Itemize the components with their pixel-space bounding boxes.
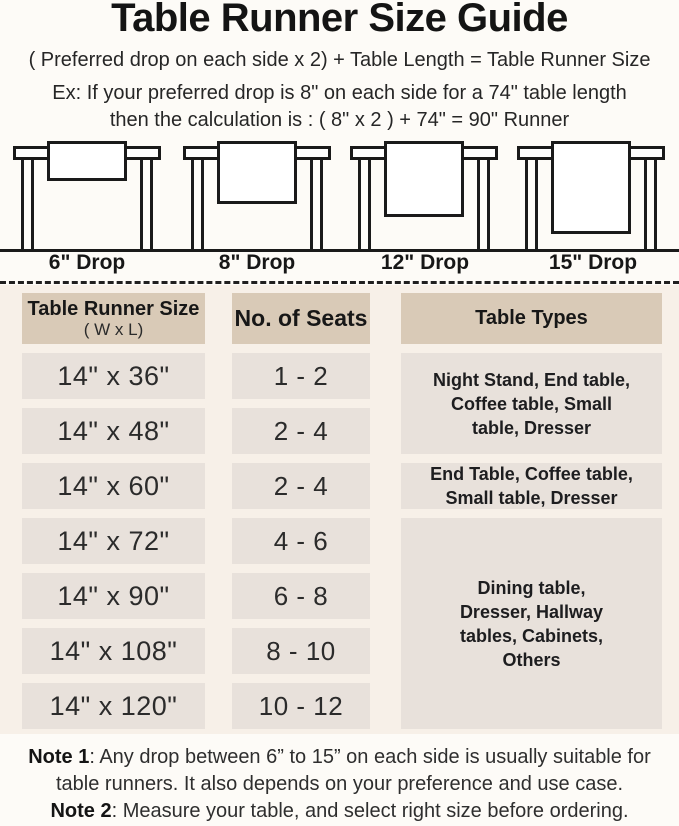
table-row-size: 14" x 60" xyxy=(22,463,205,509)
table-illustration-6in-drop xyxy=(13,139,161,254)
table-row-size: 14" x 36" xyxy=(22,353,205,399)
table-leg xyxy=(140,160,153,249)
example-line-1: Ex: If your preferred drop is 8" on each side for a 74" table length xyxy=(52,82,627,104)
column-subtitle: ( W x L) xyxy=(83,320,144,339)
table-row-seats: 2 - 4 xyxy=(232,408,370,454)
footer-notes xyxy=(0,744,679,825)
runner-cloth xyxy=(217,141,297,204)
table-row-size: 14" x 48" xyxy=(22,408,205,454)
table-row-size: 14" x 120" xyxy=(22,683,205,729)
note-2-line: Note 2: Measure your table, and select right size before ordering. xyxy=(50,800,629,822)
table-row-seats: 1 - 2 xyxy=(232,353,370,399)
table-types-group-small: Night Stand, End table, Coffee table, Small table, Dresser xyxy=(401,353,662,454)
table-row-seats: 8 - 10 xyxy=(232,628,370,674)
column-header-seats xyxy=(232,293,370,344)
table-row-size: 14" x 108" xyxy=(22,628,205,674)
table-types-group-medium: End Table, Coffee table, Small table, Dresser xyxy=(401,463,662,509)
size-guide-table xyxy=(0,285,679,734)
dashed-divider xyxy=(0,281,679,284)
note-1-label: Note 1 xyxy=(28,746,90,768)
table-row-seats: 10 - 12 xyxy=(232,683,370,729)
column-header-table-types xyxy=(401,293,662,344)
note-1-line-2: table runners. It also depends on your preference and use case. xyxy=(55,773,624,795)
table-types-group-large: Dining table, Dresser, Hallway tables, Cabinets, Others xyxy=(401,518,662,729)
note-1-line-1: Note 1: Any drop between 6” to 15” on each side is usually suitable for xyxy=(28,746,651,768)
column-title: Table Runner Size xyxy=(27,298,200,320)
table-illustration-8in-drop xyxy=(183,139,331,254)
table-leg xyxy=(191,160,204,249)
table-leg xyxy=(310,160,323,249)
example-line-2: then the calculation is : ( 8" x 2 ) + 74" = 90" Runner xyxy=(109,109,570,131)
drop-label-6in: 6" Drop xyxy=(48,251,126,274)
table-leg xyxy=(525,160,538,249)
table-row-seats: 6 - 8 xyxy=(232,573,370,619)
drop-label-15in: 15" Drop xyxy=(548,251,638,274)
size-formula: ( Preferred drop on each side x 2) + Table Length = Table Runner Size xyxy=(28,49,651,71)
page-title: Table Runner Size Guide xyxy=(111,0,568,40)
note-2-label: Note 2 xyxy=(50,800,112,822)
table-row-size: 14" x 90" xyxy=(22,573,205,619)
column-title: Table Types xyxy=(475,307,588,329)
runner-cloth xyxy=(384,141,464,217)
drop-label-12in: 12" Drop xyxy=(380,251,470,274)
table-row-size: 14" x 72" xyxy=(22,518,205,564)
table-leg xyxy=(644,160,657,249)
table-leg xyxy=(358,160,371,249)
drop-label-8in: 8" Drop xyxy=(218,251,296,274)
table-row-seats: 4 - 6 xyxy=(232,518,370,564)
table-row-seats: 2 - 4 xyxy=(232,463,370,509)
runner-cloth xyxy=(47,141,127,181)
table-illustration-15in-drop xyxy=(517,139,665,254)
table-leg xyxy=(477,160,490,249)
runner-cloth xyxy=(551,141,631,234)
table-leg xyxy=(21,160,34,249)
table-illustration-12in-drop xyxy=(350,139,498,254)
column-title: No. of Seats xyxy=(234,305,368,331)
column-header-runner-size xyxy=(22,293,205,344)
